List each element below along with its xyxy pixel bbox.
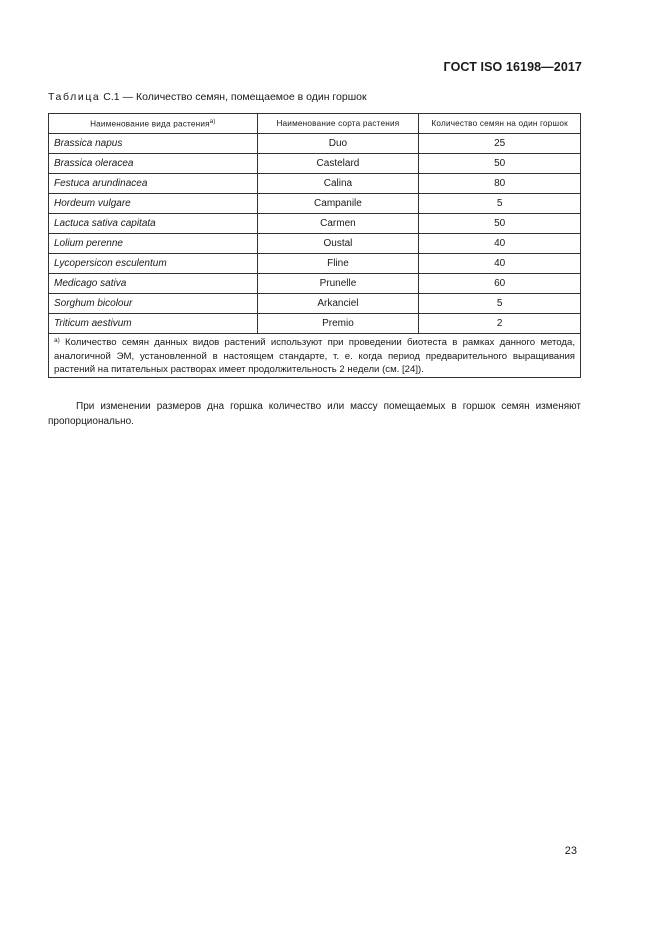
footnote-mark: a) — [54, 337, 60, 344]
table-row — [49, 314, 581, 334]
column-header-variety: Наименование сорта растения — [257, 114, 419, 134]
table-footnote — [49, 334, 581, 378]
column-header-footnote-mark: a) — [209, 118, 216, 125]
variety-cell: Oustal — [257, 234, 419, 254]
species-cell: Sorghum bicolour — [49, 294, 258, 314]
variety-cell: Prunelle — [257, 274, 419, 294]
column-header-species — [49, 114, 258, 134]
species-cell: Lactuca sativa capitata — [49, 214, 258, 234]
variety-cell: Campanile — [257, 194, 419, 214]
species-cell: Lolium perenne — [49, 234, 258, 254]
species-cell: Lycopersicon esculentum — [49, 254, 258, 274]
count-cell: 80 — [419, 174, 581, 194]
table-row — [49, 134, 581, 154]
table-caption-label: Таблица — [48, 91, 101, 103]
document-code: ГОСТ ISO 16198—2017 — [443, 60, 582, 74]
seed-count-table — [48, 113, 581, 378]
table-row — [49, 174, 581, 194]
variety-cell: Duo — [257, 134, 419, 154]
species-cell: Hordeum vulgare — [49, 194, 258, 214]
variety-cell: Arkanciel — [257, 294, 419, 314]
species-cell: Brassica oleracea — [49, 154, 258, 174]
table-row — [49, 214, 581, 234]
count-cell: 5 — [419, 194, 581, 214]
count-cell: 5 — [419, 294, 581, 314]
table-row — [49, 274, 581, 294]
count-cell: 60 — [419, 274, 581, 294]
body-paragraph: При изменении размеров дна горшка количество или массу помещаемых в горшок семян изменяют пропорционально. — [48, 401, 581, 427]
table-caption — [48, 91, 367, 103]
page-number: 23 — [564, 845, 577, 857]
count-cell: 2 — [419, 314, 581, 334]
count-cell: 50 — [419, 154, 581, 174]
species-cell: Brassica napus — [49, 134, 258, 154]
variety-cell: Premio — [257, 314, 419, 334]
count-cell: 50 — [419, 214, 581, 234]
footnote-text: Количество семян данных видов растений используют при проведении биотеста в рамках данного метода, аналогичной ЭМ, установленной в настоящем стандарте, т. е. когда период предварительного выращивания растений на питательных растворах имеет продолжительность 2 недели (см. [24]). — [54, 337, 576, 375]
table-row — [49, 294, 581, 314]
species-cell: Triticum aestivum — [49, 314, 258, 334]
table-row — [49, 234, 581, 254]
table-header-row — [49, 114, 581, 134]
count-cell: 25 — [419, 134, 581, 154]
variety-cell: Fline — [257, 254, 419, 274]
count-cell: 40 — [419, 254, 581, 274]
table-footnote-row — [49, 334, 581, 378]
table-caption-text: С.1 — Количество семян, помещаемое в один горшок — [103, 91, 367, 103]
species-cell: Medicago sativa — [49, 274, 258, 294]
species-cell: Festuca arundinacea — [49, 174, 258, 194]
variety-cell: Castelard — [257, 154, 419, 174]
column-header-species-label: Наименование вида растения — [90, 119, 210, 129]
count-cell: 40 — [419, 234, 581, 254]
table-row — [49, 254, 581, 274]
column-header-count: Количество семян на один горшок — [419, 114, 581, 134]
variety-cell: Carmen — [257, 214, 419, 234]
variety-cell: Calina — [257, 174, 419, 194]
table-row — [49, 194, 581, 214]
table-row — [49, 154, 581, 174]
